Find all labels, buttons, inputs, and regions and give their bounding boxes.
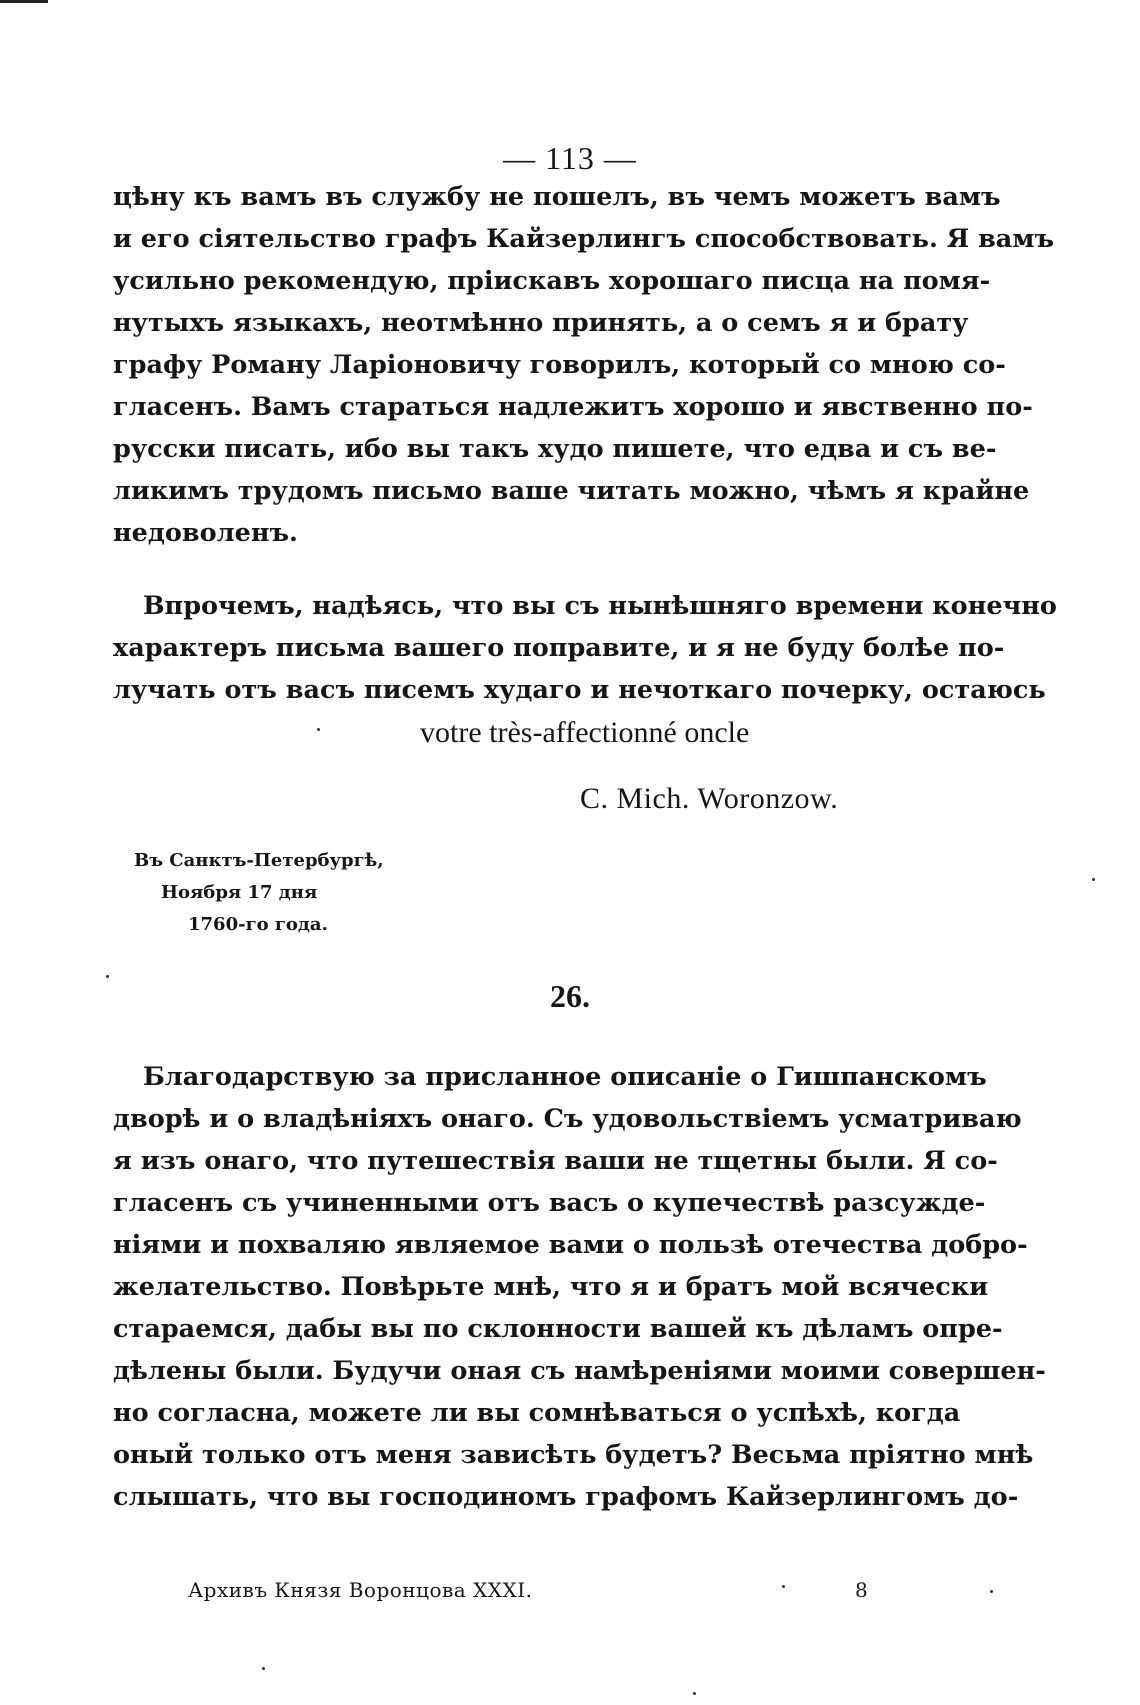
scan-speck bbox=[990, 1590, 993, 1593]
dateline-place: Въ Санктъ-Петербургѣ, bbox=[134, 850, 384, 871]
scan-speck bbox=[693, 1692, 696, 1695]
footer-signature-mark: 8 bbox=[855, 1578, 869, 1602]
text-line: усильно рекомендую, пріискавъ хорошаго писца на помя- bbox=[113, 266, 991, 296]
scan-speck bbox=[1092, 878, 1095, 881]
page-number: — 113 — bbox=[503, 140, 637, 176]
text-line: но согласна, можете ли вы сомнѣваться о успѣхѣ, когда bbox=[113, 1398, 961, 1428]
scan-speck bbox=[262, 1667, 265, 1670]
scan-speck bbox=[317, 728, 320, 731]
dateline-date: Ноября 17 дня bbox=[161, 882, 318, 903]
text-line: я изъ онаго, что путешествія ваши не тщетны были. Я со- bbox=[113, 1146, 998, 1176]
text-line: Впрочемъ, надѣясь, что вы съ нынѣшняго времени конечно bbox=[143, 591, 1057, 621]
text-line: стараемся, дабы вы по склонности вашей къ дѣламъ опре- bbox=[113, 1314, 1003, 1344]
text-line: нутыхъ языкахъ, неотмѣнно принять, а о семъ я и брату bbox=[113, 308, 969, 338]
scan-speck bbox=[782, 1585, 785, 1588]
text-line: слышать, что вы господиномъ графомъ Кайзерлингомъ до- bbox=[113, 1482, 1019, 1512]
footer-archive-title: Архивъ Князя Воронцова XXXI. bbox=[188, 1578, 533, 1602]
letter-signature: C. Mich. Woronzow. bbox=[580, 782, 839, 815]
text-line: Благодарствую за присланное описаніе о Гишпанскомъ bbox=[143, 1062, 987, 1092]
letter-number: 26. bbox=[550, 978, 590, 1014]
text-line: желательство. Повѣрьте мнѣ, что я и братъ мой всячески bbox=[113, 1272, 989, 1302]
text-line: недоволенъ. bbox=[113, 518, 298, 548]
text-line: дворѣ и о владѣніяхъ онаго. Съ удовольствіемъ усматриваю bbox=[113, 1104, 1022, 1134]
text-line: гласенъ съ учиненными отъ васъ о купечествѣ разсужде- bbox=[113, 1188, 986, 1218]
text-line: русски писать, ибо вы такъ худо пишете, что едва и съ ве- bbox=[113, 434, 997, 464]
text-line: характеръ письма вашего поправите, и я не буду болѣе по- bbox=[113, 633, 1005, 663]
letter-dateline bbox=[134, 845, 384, 941]
letter-26-body bbox=[113, 1056, 1046, 1518]
text-line: оный только отъ меня зависѣть будетъ? Весьма пріятно мнѣ bbox=[113, 1440, 1034, 1470]
text-line: гласенъ. Вамъ стараться надлежитъ хорошо и явственно по- bbox=[113, 392, 1033, 422]
text-line: графу Роману Ларіоновичу говорилъ, который со мною со- bbox=[113, 350, 1006, 380]
text-line: ликимъ трудомъ письмо ваше читать можно, чѣмъ я крайне bbox=[113, 476, 1030, 506]
text-line: дѣлены были. Будучи оная съ намѣреніями моими совершен- bbox=[113, 1356, 1046, 1386]
letter-continuation-paragraph-2 bbox=[113, 585, 1057, 711]
text-line: лучать отъ васъ писемъ худаго и нечоткаго почерку, остаюсь bbox=[113, 675, 1046, 705]
letter-continuation-paragraph-1 bbox=[113, 176, 1055, 554]
text-line: и его сіятельство графъ Кайзерлингъ способствовать. Я вамъ bbox=[113, 224, 1055, 254]
text-line: цѣну къ вамъ въ службу не пошелъ, въ чемъ можетъ вамъ bbox=[113, 182, 1001, 212]
scan-speck bbox=[106, 975, 109, 978]
top-edge-rule bbox=[0, 0, 48, 3]
letter-closing: votre très-affectionné oncle bbox=[420, 716, 750, 749]
text-line: ніями и похваляю являемое вами о пользѣ отечества добро- bbox=[113, 1230, 1028, 1260]
dateline-year: 1760-го года. bbox=[188, 914, 328, 935]
